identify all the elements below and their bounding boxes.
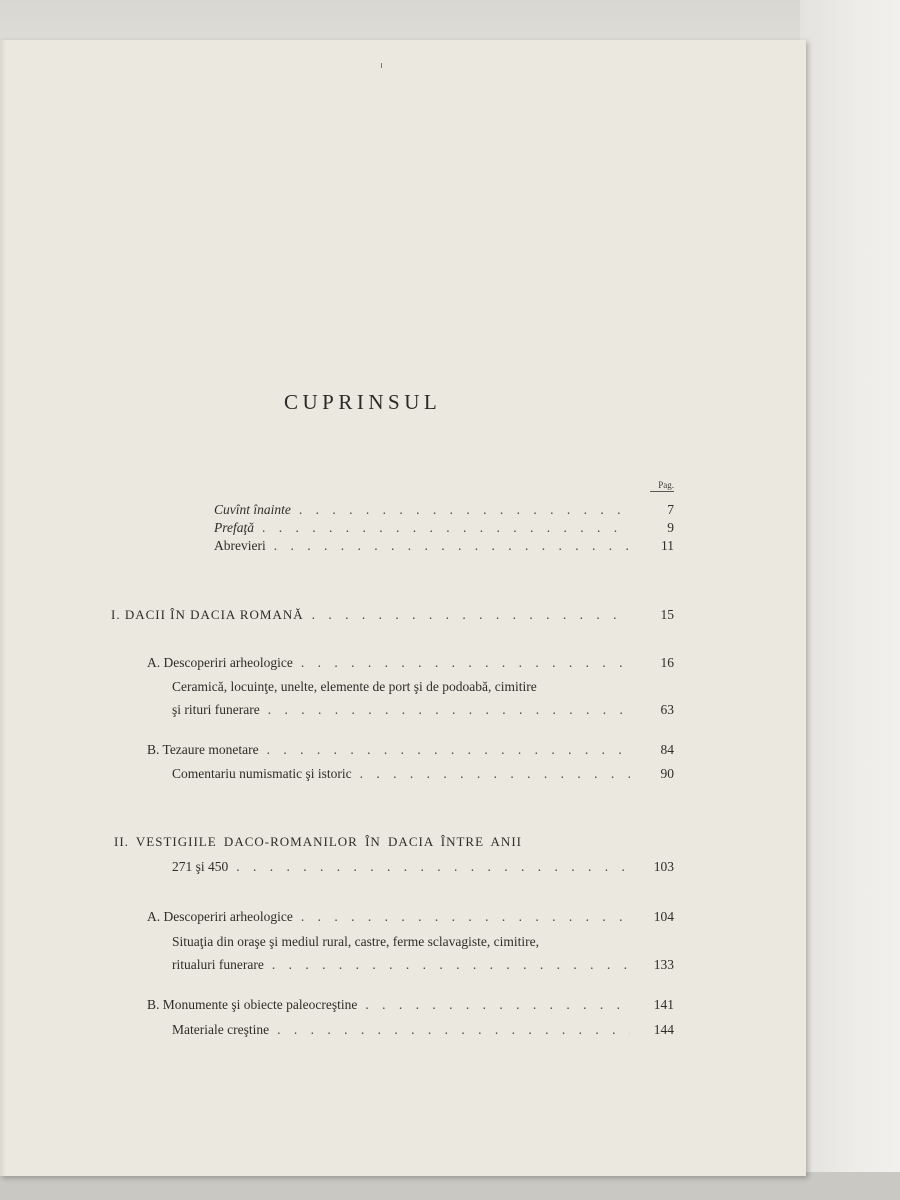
toc-entry-page: 11 — [661, 538, 674, 553]
leader-dots — [312, 607, 630, 623]
leader-dots — [360, 766, 630, 782]
page-title: CUPRINSUL — [284, 390, 442, 414]
toc-subsection-2a — [172, 957, 674, 973]
toc-subsection-page: 133 — [653, 957, 674, 972]
leader-dots — [272, 957, 630, 973]
toc-subsection-text: Ceramică, locuinţe, unelte, elemente de port şi de podoabă, cimitire — [172, 679, 537, 694]
leader-dots — [277, 1022, 630, 1038]
toc-entry-abbreviations — [214, 538, 674, 554]
toc-subsection-1b — [172, 766, 674, 782]
toc-section-page: 16 — [660, 655, 674, 670]
toc-entry-page: 7 — [667, 502, 674, 517]
toc-section-page: 84 — [660, 742, 674, 757]
leader-dots — [301, 655, 630, 671]
toc-subsection-label: Comentariu numismatic şi istoric — [172, 766, 352, 781]
toc-part-page: 15 — [660, 607, 674, 622]
toc-entry-foreword — [214, 502, 674, 518]
toc-section-2b — [147, 997, 674, 1013]
leader-dots — [267, 742, 630, 758]
toc-subsection-page: 144 — [653, 1022, 674, 1037]
toc-part-label: I. DACII ÎN DACIA ROMANĂ — [111, 607, 304, 622]
toc-subsection-page: 90 — [660, 766, 674, 781]
toc-subsection-1a — [172, 702, 674, 718]
toc-section-label: A. Descoperiri arheologice — [147, 655, 293, 670]
background-bottom — [0, 1172, 900, 1200]
background-right — [800, 0, 900, 1200]
toc-entry-page: 9 — [667, 520, 674, 535]
toc-section-2a — [147, 909, 674, 925]
toc-entry-label: Cuvînt înainte — [214, 502, 291, 517]
print-mark — [381, 63, 382, 68]
toc-section-1b — [147, 742, 674, 758]
toc-part-1 — [111, 607, 674, 623]
toc-section-1a — [147, 655, 674, 671]
toc-section-label: B. Tezaure monetare — [147, 742, 259, 757]
leader-dots — [274, 538, 630, 554]
toc-section-label: B. Monumente şi obiecte paleocreştine — [147, 997, 358, 1012]
leader-dots — [299, 502, 630, 518]
toc-subsection-label: Materiale creştine — [172, 1022, 270, 1037]
toc-subsection-label: ritualuri funerare — [172, 957, 264, 972]
toc-part-label: 271 şi 450 — [172, 859, 229, 874]
toc-subsection-2b — [172, 1022, 674, 1038]
page-edge — [0, 40, 6, 1176]
toc-entry-label: Abrevieri — [214, 538, 266, 553]
leader-dots — [365, 997, 630, 1013]
toc-part-page: 103 — [653, 859, 674, 874]
toc-section-page: 141 — [653, 997, 674, 1012]
toc-part-2 — [172, 859, 674, 875]
leader-dots — [262, 520, 630, 536]
page-column-header: Pag. — [650, 480, 674, 492]
toc-subsection-label: şi rituri funerare — [172, 702, 260, 717]
toc-entry-preface — [214, 520, 674, 536]
toc-part-2-label: II. VESTIGIILE DACO-ROMANILOR ÎN DACIA ÎNTRE ANII — [114, 834, 522, 849]
leader-dots — [301, 909, 630, 925]
toc-subsection-page: 63 — [660, 702, 674, 717]
toc-entry-label: Prefaţă — [214, 520, 254, 535]
leader-dots — [236, 859, 630, 875]
leader-dots — [268, 702, 630, 718]
toc-section-label: A. Descoperiri arheologice — [147, 909, 293, 924]
background-top — [0, 0, 900, 44]
toc-subsection-text: Situaţia din oraşe şi mediul rural, castre, ferme sclavagiste, cimitire, — [172, 934, 539, 949]
toc-section-page: 104 — [653, 909, 674, 924]
